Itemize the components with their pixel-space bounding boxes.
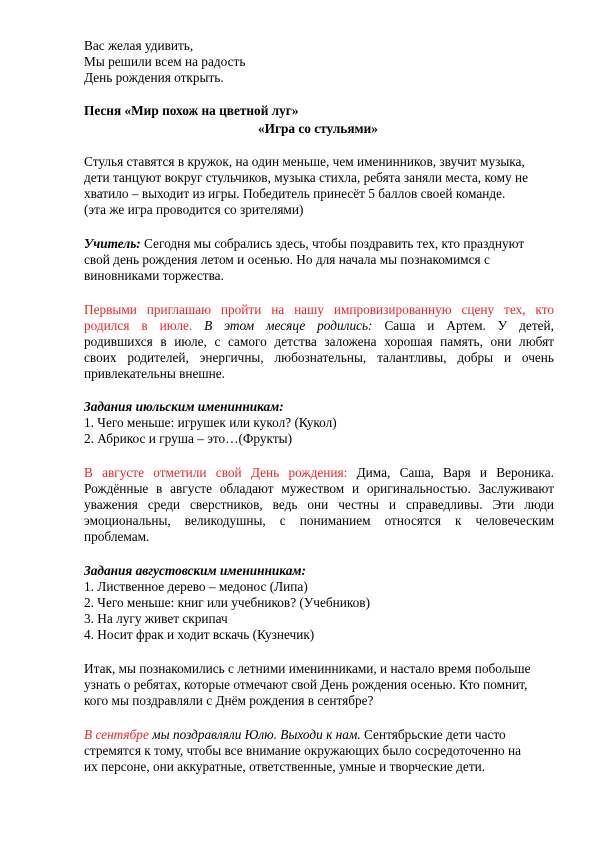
july-line: родившихся в июле, с самого детства заложена хорошая память, они любят — [84, 334, 554, 349]
game-rules-line: (эта же игра проводится со зрителями) — [84, 202, 304, 217]
teacher-line: виновниками торжества. — [84, 268, 224, 283]
september-line: стремятся к тому, чтобы все внимание окружающих было сосредоточенно на — [84, 743, 522, 758]
task-item: 3. На лугу живет скрипач — [84, 611, 228, 626]
game-rules-line: дети танцуют вокруг стульчиков, музыка стихла, ребята заняли места, кому не — [84, 170, 529, 185]
august-names: Дима, Саша, Варя и Вероника. — [347, 465, 554, 480]
september-red-text: В сентябре — [84, 727, 149, 742]
task-item: 1. Лиственное дерево – медонос (Липа) — [84, 579, 308, 594]
game-title: «Игра со стульями» — [258, 121, 378, 136]
july-names: Саша и Артем. У детей, — [372, 318, 554, 333]
autumn-intro-line: Итак, мы познакомились с летними именинниками, и настало время побольше — [84, 661, 531, 676]
august-red-text: В августе отметили свой День рождения: — [84, 465, 348, 480]
july-intro-line: Первыми приглашаю пройти на нашу импровизированную сцену тех, кто — [84, 302, 554, 317]
july-line: своих родителей, энергичны, любознательны, талантливы, добры и очень — [84, 350, 554, 365]
august-tasks-heading: Задания августовским именинникам: — [84, 563, 306, 578]
task-item: 2. Чего меньше: книг или учебников? (Учебников) — [84, 595, 370, 610]
july-red-text: родился в июле. — [84, 318, 193, 333]
august-line: Рождённые в августе обладают мужеством и оригинальностью. Заслуживают — [84, 481, 554, 496]
teacher-text: Сегодня мы собрались здесь, чтобы поздравить тех, кто празднуют — [140, 236, 525, 251]
teacher-line: свой день рождения летом и осенью. Но для начала мы познакомимся с — [84, 252, 490, 267]
teacher-line — [84, 236, 524, 252]
september-line: их персоне, они аккуратные, ответственные, умные и творческие дети. — [84, 759, 486, 774]
poem-line: Мы решили всем на радость — [84, 54, 246, 69]
game-rules-line: хватило – выходит из игры. Победитель принесёт 5 баллов своей команде. — [84, 186, 506, 201]
september-line — [84, 727, 506, 743]
september-italic-text: мы поздравляли Юлю. Выходи к нам. — [148, 727, 361, 742]
july-tasks-heading: Задания июльским именинникам: — [84, 399, 284, 414]
poem-line: День рождения открыть. — [84, 70, 224, 85]
september-text: Сентябрьские дети часто — [360, 727, 506, 742]
poem-line: Вас желая удивить, — [84, 38, 194, 53]
autumn-intro-line: кого мы поздравляли с Днём рождения в сентябре? — [84, 693, 374, 708]
autumn-intro-line: узнать о ребятах, которые отмечают свой День рождения осенью. Кто помнит, — [84, 677, 528, 692]
song-title: Песня «Мир похож на цветной луг» — [84, 103, 299, 118]
teacher-label: Учитель: — [84, 236, 141, 251]
august-line: эмоциональны, великодушны, с пониманием относятся к человеческим — [84, 513, 554, 528]
august-line: проблемам. — [84, 529, 150, 544]
task-item: 1. Чего меньше: игрушек или кукол? (Кукол) — [84, 415, 337, 430]
august-line: уважения среди сверстников, ведь они честны и справедливы. Эти люди — [84, 497, 554, 512]
july-line: привлекательны внешне. — [84, 366, 226, 381]
task-item: 4. Носит фрак и ходит вскачь (Кузнечик) — [84, 627, 315, 642]
july-italic-text: В этом месяце родились: — [192, 318, 373, 333]
game-rules-line: Стулья ставятся в кружок, на один меньше, чем именинников, звучит музыка, — [84, 154, 525, 169]
task-item: 2. Абрикос и груша – это…(Фрукты) — [84, 431, 292, 446]
